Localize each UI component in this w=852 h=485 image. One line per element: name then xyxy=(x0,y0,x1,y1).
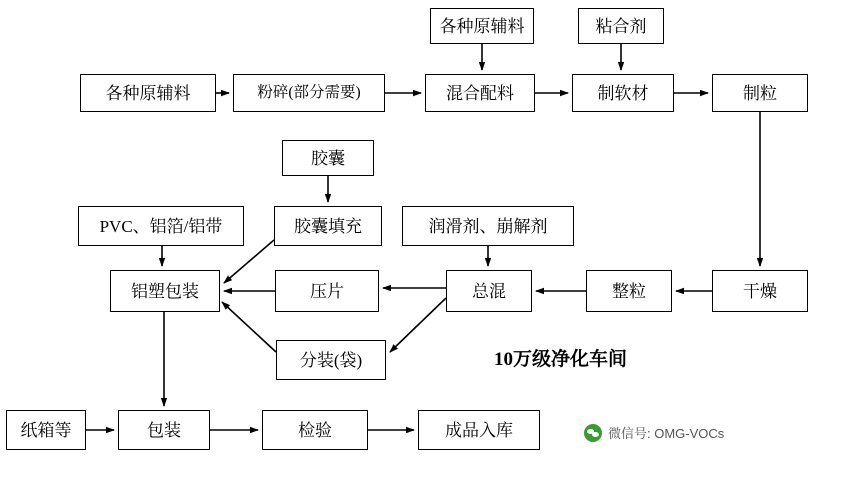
node-alu-plastic-packaging xyxy=(110,270,220,312)
node-label: 总混 xyxy=(472,281,506,301)
node-cartons xyxy=(6,410,86,450)
node-capsule-filling xyxy=(274,206,382,246)
node-label: 胶囊 xyxy=(311,148,345,168)
node-label: 检验 xyxy=(298,420,332,440)
wechat-icon xyxy=(584,424,602,442)
node-pvc-foil xyxy=(78,206,244,246)
node-soft-material xyxy=(572,74,674,112)
node-inspection xyxy=(262,410,368,450)
node-label: 制粒 xyxy=(743,83,777,103)
node-sub-packaging-bag xyxy=(276,340,386,380)
watermark-text: 微信号: OMG-VOCs xyxy=(608,426,725,441)
node-label: 混合配料 xyxy=(446,83,514,103)
node-raw-materials-top xyxy=(430,8,534,44)
node-label: 粘合剂 xyxy=(595,16,647,36)
node-total-mixing xyxy=(446,270,532,312)
node-mixing-ingredients xyxy=(425,74,535,112)
node-label: 润滑剂、崩解剂 xyxy=(428,216,548,236)
node-label: 胶囊填充 xyxy=(294,216,362,236)
node-label: 铝塑包装 xyxy=(131,281,199,301)
node-packaging xyxy=(118,410,210,450)
node-crushing xyxy=(233,74,385,112)
cleanroom-label: 10万级净化车间 xyxy=(494,349,628,370)
node-raw-materials-left xyxy=(80,74,216,112)
node-label: 各种原辅料 xyxy=(439,16,525,36)
node-label: 各种原辅料 xyxy=(105,83,191,103)
node-label: 粉碎(部分需要) xyxy=(257,84,361,102)
node-binder xyxy=(578,8,664,44)
node-capsule xyxy=(282,140,374,176)
node-finished-goods-warehouse xyxy=(418,410,540,450)
node-drying xyxy=(712,270,808,312)
node-label: 整粒 xyxy=(612,281,646,301)
node-label: 成品入库 xyxy=(445,420,513,440)
watermark xyxy=(584,423,724,442)
node-label: 分装(袋) xyxy=(299,350,363,370)
node-label: PVC、铝箔/铝带 xyxy=(99,216,223,236)
node-label: 包装 xyxy=(147,420,181,440)
node-tableting xyxy=(275,270,379,312)
node-label: 压片 xyxy=(310,281,344,301)
node-label: 纸箱等 xyxy=(20,420,72,440)
node-granulation xyxy=(712,74,808,112)
node-sizing xyxy=(586,270,672,312)
node-label: 制软材 xyxy=(597,83,649,103)
node-lubricant-disintegrant xyxy=(402,206,574,246)
node-label: 干燥 xyxy=(743,281,777,301)
